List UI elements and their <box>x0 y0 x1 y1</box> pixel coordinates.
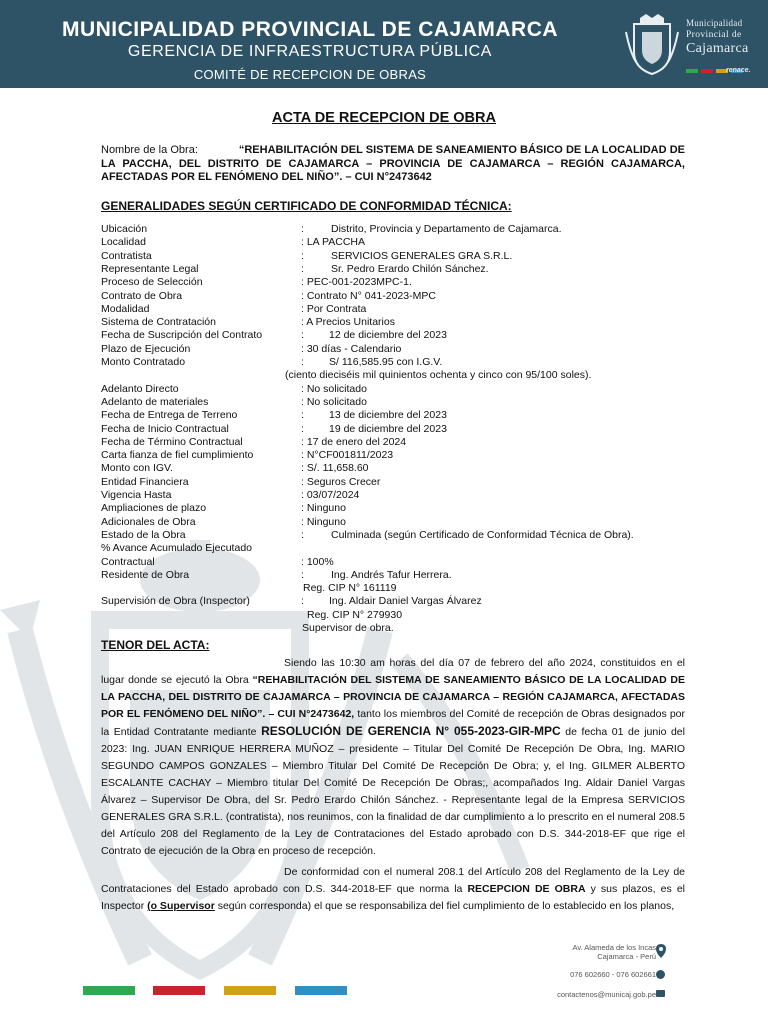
para2-text-b: y sus plazos, es el Inspector <box>101 883 685 912</box>
para1-obra-bold: “REHABILITACIÓN DEL SISTEMA DE SANEAMIENTO BÁSICO DE LA LOCALIDAD DE LA PACCHA, DEL DISTRITO DE CAJAMARCA – PROVINCIA DE CAJAMARCA – REGIÓN CAJAMARCA, AFECTADAS POR EL FENÓMENO DEL NIÑO”. – CUI N°2473642, <box>101 674 685 720</box>
field-separator: : <box>301 329 304 342</box>
field-value: : Ninguno <box>301 515 346 528</box>
field-value: (ciento dieciséis mil quinientos ochenta y cinco con 95/100 soles). <box>285 369 592 382</box>
field-separator: : <box>301 223 304 235</box>
field-row <box>101 516 691 529</box>
para2-text-c: según corresponda) el que se responsabiliza del fiel cumplimiento de lo establecido en los planos, <box>214 900 675 912</box>
field-row <box>101 449 691 462</box>
department-subtitle: GERENCIA DE INFRAESTRUCTURA PÚBLICA <box>127 43 493 60</box>
field-row <box>101 383 691 396</box>
document-title: ACTA DE RECEPCION DE OBRA <box>272 110 496 126</box>
field-label: Modalidad <box>101 302 150 315</box>
field-value: Supervisor de obra. <box>302 622 394 634</box>
logo-text-line3: Cajamarca <box>686 41 749 56</box>
field-label: Localidad <box>101 236 146 249</box>
municipality-title: MUNICIPALIDAD PROVINCIAL DE CAJAMARCA <box>61 18 559 41</box>
field-label: Monto Contratado <box>101 356 186 368</box>
location-pin-icon <box>656 944 666 958</box>
field-label: Ampliaciones de plazo <box>101 502 207 515</box>
field-row <box>101 409 691 422</box>
field-value: : 03/07/2024 <box>301 489 360 501</box>
field-label: Plazo de Ejecución <box>101 342 191 355</box>
field-label: Fecha de Entrega de Terreno <box>101 409 238 422</box>
field-value: 12 de diciembre del 2023 <box>329 329 447 342</box>
field-value: : Contrato N° 041-2023-MPC <box>301 289 436 302</box>
para2-text-a: De conformidad con el numeral 208.1 del Artículo 208 del Reglamento de la Ley de Contrataciones del Estado aprobado con D.S. 344-2018-EF que norma la <box>101 866 685 895</box>
footer-bar-green <box>83 986 135 995</box>
obra-name-block <box>101 144 685 185</box>
field-row <box>101 502 691 515</box>
footer-email: contactenos@municaj.gob.pe <box>557 990 656 999</box>
tenor-paragraph-2 <box>101 864 685 915</box>
field-value: : A Precios Unitarios <box>301 316 395 329</box>
field-value: SERVICIOS GENERALES GRA S.R.L. <box>331 249 513 262</box>
para1-text-c: de fecha 01 de junio del 2023: Ing. JUAN ENRIQUE HERRERA MUÑOZ – presidente – Titular Del Comité De Recepción De Obra, Ing. MARIO SEGUNDO CAMPOS GONZALES – Miembro Titular Del Comité De Recepción De Obra; y, el Ing. GILMER ALBERTO ESCALANTE CACHAY – Miembro titular Del Comité De Recepción De Obras;, acompañados Ing. Aldair Daniel Vargas Álvarez – Supervisor De Obra, del Sr. Pedro Erardo Chilón Sánchez. - Representante legal de la Empresa SERVICIOS GENERALES GRA S.R.L. (contratista), nos reunimos, con la finalidad de dar cumplimiento a lo prescrito en el numeral 208.5 del Artículo 208 del Reglamento de la Ley de Contrataciones del Estado aprobado con D.S. 344-2018-EF que rige el Contrato de ejecución de la Obra en proceso de recepción. <box>101 726 685 857</box>
phone-icon <box>656 970 665 979</box>
field-separator: : <box>301 422 304 435</box>
field-value: : N°CF001811/2023 <box>301 449 394 462</box>
field-label: Contrato de Obra <box>101 289 183 302</box>
field-label: Contratista <box>101 249 152 262</box>
field-row <box>101 476 691 489</box>
field-value: S/ 116,585.95 con I.G.V. <box>329 356 443 368</box>
field-value: : No solicitado <box>301 382 367 395</box>
field-value: : 30 días - Calendario <box>301 342 402 355</box>
field-value: : PEC-001-2023MPC-1. <box>301 276 412 289</box>
field-row <box>101 303 691 316</box>
field-label: Entidad Financiera <box>101 475 189 488</box>
field-label: Ubicación <box>101 223 148 235</box>
field-row <box>101 356 691 369</box>
field-row <box>101 223 691 236</box>
field-value: Reg. CIP N° 279930 <box>307 608 403 621</box>
logo-text-line1: Municipalidad <box>686 18 743 28</box>
field-label: Vigencia Hasta <box>101 489 172 501</box>
field-label: Carta fianza de fiel cumplimiento <box>101 449 254 462</box>
field-row <box>101 236 691 249</box>
tenor-paragraph-1 <box>101 655 685 860</box>
field-row <box>101 263 691 276</box>
field-value: Ing. Andrés Tafur Herrera. <box>331 568 452 581</box>
field-row <box>101 569 691 582</box>
field-value: Ing. Aldair Daniel Vargas Álvarez <box>329 595 482 608</box>
field-value: : 17 de enero del 2024 <box>301 435 407 448</box>
para1-text-a: Siendo las 10:30 am horas del día 07 de febrero del año 2024, constituidos en el lugar donde se ejecutó la Obra <box>101 657 685 686</box>
field-row <box>101 609 691 622</box>
field-value: : Ninguno <box>301 502 346 515</box>
field-value: Distrito, Provincia y Departamento de Cajamarca. <box>331 223 562 235</box>
field-label: Residente de Obra <box>101 568 190 581</box>
footer-bar-yellow <box>224 986 276 995</box>
field-label: Adelanto Directo <box>101 382 179 395</box>
field-label: Representante Legal <box>101 262 199 275</box>
field-row <box>101 529 691 542</box>
renace-tag: renace. <box>726 67 751 74</box>
field-label: Contractual <box>101 555 155 568</box>
field-separator: : <box>301 249 304 262</box>
para2-recepcion-bold: RECEPCION DE OBRA <box>467 883 586 895</box>
field-separator: : <box>301 409 304 422</box>
field-label: % Avance Acumulado Ejecutado <box>101 542 252 555</box>
committee-subtitle: COMITÉ DE RECEPCION DE OBRAS <box>193 67 427 82</box>
email-icon <box>656 990 665 997</box>
field-label: Proceso de Selección <box>101 276 203 289</box>
obra-label: Nombre de la Obra: <box>101 144 198 156</box>
field-value: : S/. 11,658.60 <box>301 462 369 475</box>
footer-phone: 076 602660 - 076 602661 <box>570 970 656 979</box>
footer-address-line1: Av. Alameda de los Incas <box>572 943 656 952</box>
para2-supervisor-bold: (o Supervisor <box>147 900 215 912</box>
footer-address-line2: Cajamarca - Perú <box>597 952 656 961</box>
field-row <box>101 343 691 356</box>
field-value: 19 de diciembre del 2023 <box>329 422 447 435</box>
field-separator: : <box>301 568 304 581</box>
section-heading-tenor: TENOR DEL ACTA: <box>101 638 210 652</box>
field-value: Reg. CIP N° 161119 <box>303 582 397 595</box>
field-label: Fecha de Suscripción del Contrato <box>101 329 263 342</box>
field-row <box>101 290 691 303</box>
obra-name: “REHABILITACIÓN DEL SISTEMA DE SANEAMIENTO BÁSICO DE LA LOCALIDAD DE LA PACCHA, DEL DISTRITO DE CAJAMARCA – PROVINCIA DE CAJAMARCA – REGIÓN CAJAMARCA, AFECTADAS POR EL FENÓMENO DEL NIÑO”. – CUI N°2473642 <box>101 144 685 183</box>
para1-resolucion-bold: RESOLUCIÓN DE GERENCIA N° 055-2023-GIR-MPC <box>261 724 561 738</box>
logo-text-line2: Provincial de <box>686 30 742 40</box>
field-label: Sistema de Contratación <box>101 316 216 329</box>
field-row <box>101 250 691 263</box>
field-value: : Por Contrata <box>301 302 367 315</box>
field-row <box>101 396 691 409</box>
field-separator: : <box>301 528 304 541</box>
field-row <box>101 582 691 595</box>
field-value: : Seguros Crecer <box>301 475 381 488</box>
field-separator: : <box>301 356 304 368</box>
field-row <box>101 436 691 449</box>
field-label: Fecha de Término Contractual <box>101 435 243 448</box>
field-label: Estado de la Obra <box>101 528 186 541</box>
field-row <box>101 556 691 569</box>
field-row <box>101 369 691 382</box>
field-value: 13 de diciembre del 2023 <box>329 409 447 422</box>
field-row <box>101 595 691 608</box>
field-label: Supervisión de Obra (Inspector) <box>101 595 250 608</box>
para1-text-b: tanto los miembros del Comité de recepción de Obras designados por la Entidad Contratante mediante <box>101 708 686 738</box>
field-row <box>101 542 691 555</box>
field-row <box>101 462 691 475</box>
field-row <box>101 329 691 342</box>
field-label: Adicionales de Obra <box>101 515 196 528</box>
field-row <box>101 489 691 502</box>
section-heading-generalidades: GENERALIDADES SEGÚN CERTIFICADO DE CONFORMIDAD TÉCNICA: <box>101 199 512 213</box>
field-row <box>101 276 691 289</box>
field-separator: : <box>301 262 304 275</box>
footer-bar-red <box>153 986 205 995</box>
field-value: Sr. Pedro Erardo Chilón Sánchez. <box>331 262 489 275</box>
field-label: Adelanto de materiales <box>101 395 209 408</box>
field-row <box>101 423 691 436</box>
field-value: Culminada (según Certificado de Conformidad Técnica de Obra). <box>331 528 634 541</box>
field-value: : 100% <box>301 555 334 568</box>
field-value: : LA PACCHA <box>301 236 365 249</box>
field-label: Monto con IGV. <box>101 462 173 475</box>
field-row <box>101 622 691 635</box>
field-row <box>101 316 691 329</box>
footer-bar-blue <box>295 986 347 995</box>
field-label: Fecha de Inicio Contractual <box>101 422 229 435</box>
field-value: : No solicitado <box>301 395 367 408</box>
field-separator: : <box>301 595 304 608</box>
